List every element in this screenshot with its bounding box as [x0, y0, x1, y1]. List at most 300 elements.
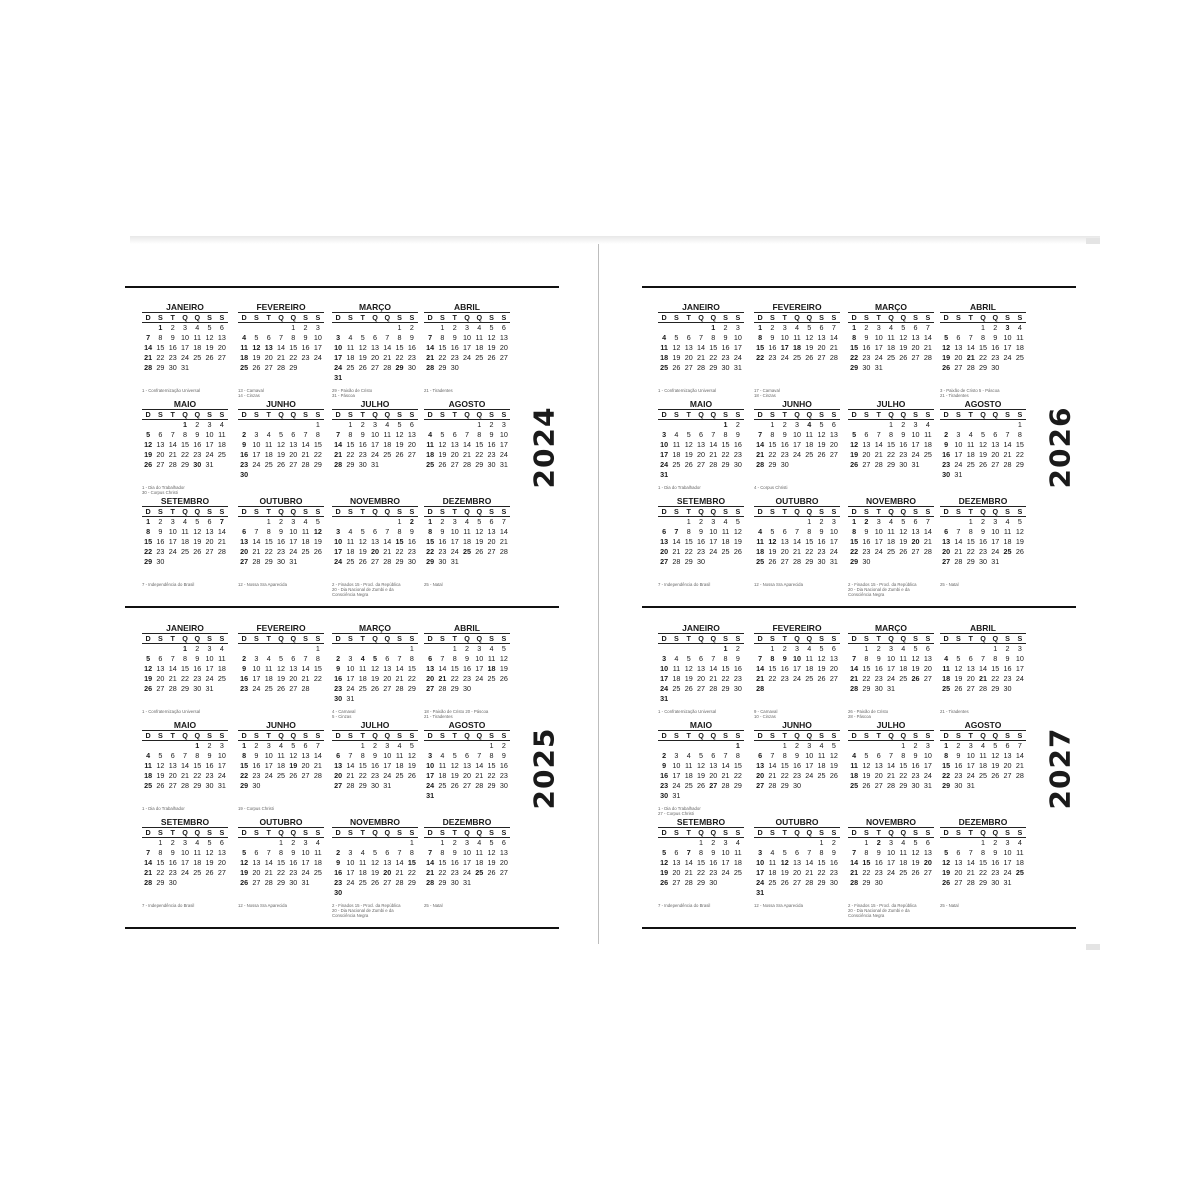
weekday-header: T	[683, 828, 695, 838]
day-cell: 6	[291, 430, 296, 439]
day-cell: 13	[862, 440, 871, 449]
day-cell: 9	[409, 333, 414, 342]
day-cell: 25	[487, 674, 496, 683]
day-cell: 16	[874, 664, 883, 673]
day-cell: 9	[819, 527, 824, 536]
day-cell: 14	[792, 537, 801, 546]
day-cell: 24	[1003, 353, 1012, 362]
day-cell	[1014, 781, 1026, 791]
weekday-header: D	[238, 507, 250, 517]
weekday-header: D	[142, 507, 154, 517]
day-cell: 8	[852, 333, 857, 342]
day-cell: 27	[426, 684, 435, 693]
day-cell: 29	[978, 878, 987, 887]
weekday-header: D	[658, 313, 670, 323]
day-cell: 20	[709, 771, 718, 780]
day-cell	[393, 694, 405, 704]
day-cell: 20	[954, 353, 963, 362]
day-cell: 12	[358, 343, 367, 352]
day-cell: 19	[899, 537, 908, 546]
holiday-note: 2 - Finados 15 - Procl. da República	[332, 582, 401, 587]
day-cell: 3	[315, 323, 320, 332]
day-cell	[299, 363, 311, 373]
day-cell: 11	[475, 848, 483, 857]
day-cell: 11	[193, 848, 201, 857]
day-cell	[940, 644, 952, 655]
day-cell: 10	[180, 333, 189, 342]
day-cell: 6	[913, 323, 918, 332]
day-cell	[449, 791, 461, 801]
day-cell: 31	[334, 373, 343, 382]
day-cell: 29	[276, 878, 285, 887]
day-cell: 3	[254, 654, 259, 663]
day-cell: 21	[768, 771, 777, 780]
weekday-header: S	[485, 731, 497, 741]
day-cell: 12	[862, 761, 871, 770]
month-9	[238, 496, 324, 587]
weekday-header: Q	[707, 313, 719, 323]
weekday-header: D	[142, 828, 154, 838]
weekday-header: Q	[885, 410, 897, 420]
day-cell: 20	[874, 771, 883, 780]
day-cell	[828, 888, 840, 898]
day-cell: 13	[289, 664, 298, 673]
day-cell: 22	[966, 547, 975, 556]
day-cell	[344, 323, 356, 334]
day-cell: 7	[758, 654, 763, 663]
weekday-header: Q	[461, 828, 473, 838]
day-cell: 29	[264, 557, 273, 566]
weekday-header: Q	[989, 507, 1001, 517]
day-cell: 28	[756, 460, 765, 469]
weekday-header: Q	[461, 410, 473, 420]
day-cell	[449, 420, 461, 431]
day-cell: 4	[477, 323, 482, 332]
day-cell: 13	[792, 858, 801, 867]
day-cell: 5	[315, 517, 320, 526]
day-cell: 27	[911, 353, 920, 362]
day-cell: 22	[438, 868, 447, 877]
day-cell: 7	[428, 848, 433, 857]
day-cell: 9	[278, 527, 283, 536]
day-cell: 22	[978, 353, 987, 362]
day-cell	[670, 644, 682, 655]
day-cell: 31	[874, 363, 883, 372]
day-cell: 25	[899, 868, 908, 877]
day-cell: 19	[407, 761, 416, 770]
weekday-header: S	[952, 828, 964, 838]
day-cell: 5	[993, 741, 998, 750]
day-cell	[683, 791, 695, 801]
day-cell: 28	[886, 781, 895, 790]
month-grid	[332, 633, 418, 704]
weekday-header: S	[216, 634, 228, 644]
weekday-header: S	[732, 507, 744, 517]
day-cell: 17	[301, 858, 310, 867]
day-cell: 10	[874, 333, 883, 342]
day-cell: 15	[805, 537, 814, 546]
day-cell: 16	[899, 440, 908, 449]
day-cell: 20	[264, 353, 273, 362]
month-7	[940, 399, 1026, 480]
day-cell: 8	[348, 430, 353, 439]
day-cell: 13	[370, 537, 379, 546]
day-cell: 30	[696, 557, 705, 566]
day-cell: 4	[770, 848, 775, 857]
day-cell: 21	[672, 547, 681, 556]
day-cell: 24	[780, 353, 789, 362]
day-cell: 28	[301, 684, 310, 693]
weekday-header: S	[436, 731, 448, 741]
weekday-header: Q	[791, 634, 803, 644]
day-cell: 6	[819, 323, 824, 332]
day-cell: 15	[1015, 440, 1024, 449]
day-cell: 26	[862, 781, 871, 790]
day-cell: 3	[336, 527, 341, 536]
day-cell: 4	[1017, 323, 1022, 332]
day-cell: 24	[499, 450, 508, 459]
day-cell: 26	[407, 771, 416, 780]
day-cell: 15	[721, 440, 730, 449]
day-cell: 30	[874, 684, 883, 693]
weekday-header: S	[393, 634, 405, 644]
day-cell	[989, 470, 1001, 480]
day-cell: 6	[254, 848, 259, 857]
day-cell: 8	[146, 527, 151, 536]
weekday-header: Q	[179, 507, 191, 517]
day-cell: 18	[805, 440, 814, 449]
day-cell: 10	[217, 751, 226, 760]
day-cell: 5	[686, 430, 691, 439]
day-cell: 7	[182, 751, 187, 760]
day-cell: 4	[385, 420, 390, 429]
day-cell: 12	[144, 440, 153, 449]
day-cell: 4	[195, 323, 200, 332]
weekday-header: T	[449, 313, 461, 323]
holiday-note: 3 - Paixão de Cristo 5 - Páscoa	[940, 388, 1000, 393]
day-cell: 29	[850, 363, 859, 372]
day-cell: 30	[168, 363, 177, 372]
day-cell: 9	[452, 333, 457, 342]
day-cell: 10	[966, 751, 975, 760]
day-cell: 19	[817, 664, 826, 673]
day-cell: 3	[794, 644, 799, 653]
day-cell: 15	[862, 858, 871, 867]
day-cell: 13	[942, 537, 951, 546]
day-cell: 25	[805, 450, 814, 459]
month-name: ABRIL	[970, 302, 996, 312]
weekday-header: Q	[695, 634, 707, 644]
day-cell: 6	[925, 838, 930, 847]
day-cell	[719, 470, 731, 480]
month-grid	[940, 409, 1026, 480]
day-cell: 5	[674, 333, 679, 342]
weekday-header: Q	[179, 634, 191, 644]
day-cell: 17	[874, 537, 883, 546]
day-cell: 4	[477, 838, 482, 847]
day-cell: 15	[862, 664, 871, 673]
weekday-header: T	[357, 313, 369, 323]
holiday-note: 18 - Paixão de Cristo 20 - Páscoa	[424, 709, 489, 714]
month-4	[142, 720, 228, 811]
day-cell: 17	[346, 674, 355, 683]
day-cell: 15	[426, 537, 435, 546]
day-cell: 1	[770, 420, 775, 429]
day-cell: 28	[301, 460, 310, 469]
day-cell: 1	[158, 323, 163, 332]
day-cell: 24	[923, 771, 932, 780]
weekday-header: Q	[275, 507, 287, 517]
weekday-header: S	[485, 410, 497, 420]
day-cell: 25	[383, 450, 392, 459]
day-cell: 19	[487, 858, 496, 867]
day-cell: 14	[301, 440, 310, 449]
day-cell	[977, 420, 989, 431]
day-cell: 15	[438, 343, 447, 352]
day-cell	[952, 644, 964, 655]
weekday-header: D	[940, 731, 952, 741]
day-cell: 8	[409, 654, 414, 663]
day-cell: 18	[217, 664, 226, 673]
day-cell: 25	[217, 674, 226, 683]
weekday-header: S	[732, 410, 744, 420]
day-cell: 6	[913, 517, 918, 526]
day-cell	[381, 373, 393, 383]
day-cell: 23	[334, 684, 343, 693]
day-cell: 3	[711, 517, 716, 526]
day-cell: 22	[487, 771, 496, 780]
day-cell: 20	[168, 771, 177, 780]
day-cell: 22	[395, 353, 404, 362]
day-cell: 30	[252, 781, 261, 790]
month-grid	[848, 409, 934, 470]
day-cell: 7	[852, 848, 857, 857]
day-cell	[238, 420, 250, 431]
day-cell: 2	[735, 420, 740, 429]
weekday-header: S	[922, 313, 934, 323]
day-cell: 16	[792, 761, 801, 770]
weekday-header: S	[815, 313, 827, 323]
day-cell: 16	[301, 343, 310, 352]
day-cell: 24	[954, 460, 963, 469]
day-cell: 7	[876, 430, 881, 439]
day-cell	[369, 373, 381, 383]
day-cell	[393, 373, 405, 383]
day-cell: 27	[407, 450, 416, 459]
day-cell: 12	[817, 430, 826, 439]
day-cell: 17	[252, 674, 261, 683]
day-cell	[779, 888, 791, 898]
day-cell: 17	[733, 343, 742, 352]
day-cell: 16	[709, 858, 718, 867]
day-cell: 17	[499, 440, 508, 449]
weekday-header: S	[203, 313, 215, 323]
day-cell	[393, 888, 405, 898]
day-cell: 18	[672, 450, 681, 459]
day-cell: 18	[886, 343, 895, 352]
day-cell: 7	[956, 527, 961, 536]
weekday-header: D	[848, 828, 860, 838]
day-cell: 10	[426, 761, 435, 770]
month-1	[238, 302, 324, 398]
day-cell: 18	[899, 664, 908, 673]
day-cell: 23	[240, 460, 249, 469]
day-cell: 23	[991, 353, 1000, 362]
day-cell: 25	[395, 771, 404, 780]
day-cell: 17	[874, 343, 883, 352]
day-cell: 12	[991, 751, 1000, 760]
day-cell: 18	[1015, 343, 1024, 352]
day-cell: 11	[756, 537, 764, 546]
day-cell: 26	[942, 363, 951, 372]
day-cell: 29	[313, 460, 322, 469]
month-name: FEVEREIRO	[772, 623, 822, 633]
weekday-header: T	[873, 828, 885, 838]
day-cell: 21	[252, 547, 261, 556]
weekday-header: Q	[885, 507, 897, 517]
day-cell: 3	[207, 420, 212, 429]
day-cell: 8	[782, 751, 787, 760]
day-cell: 8	[489, 751, 494, 760]
day-cell	[695, 644, 707, 655]
day-cell	[449, 741, 461, 752]
day-cell: 27	[792, 878, 801, 887]
day-cell: 17	[370, 440, 379, 449]
day-cell: 24	[733, 353, 742, 362]
day-cell: 1	[291, 323, 296, 332]
weekday-header: T	[683, 507, 695, 517]
day-cell: 12	[911, 654, 920, 663]
day-cell: 8	[686, 527, 691, 536]
weekday-header: T	[357, 410, 369, 420]
day-cell: 23	[240, 684, 249, 693]
weekday-header: Q	[989, 828, 1001, 838]
day-cell: 9	[876, 848, 881, 857]
weekday-header: Q	[179, 313, 191, 323]
day-cell: 5	[158, 751, 163, 760]
day-cell: 7	[170, 654, 175, 663]
month-name: MARÇO	[358, 302, 392, 312]
weekday-header: S	[909, 828, 921, 838]
day-cell: 1	[901, 741, 906, 750]
day-cell: 30	[240, 470, 249, 479]
day-cell: 21	[850, 868, 859, 877]
day-cell: 12	[942, 343, 951, 352]
day-cell	[1014, 470, 1026, 480]
day-cell: 27	[874, 781, 883, 790]
day-cell: 20	[407, 440, 416, 449]
month-name: JULHO	[360, 720, 390, 730]
day-cell: 28	[696, 363, 705, 372]
day-cell: 25	[733, 868, 742, 877]
day-cell: 6	[158, 430, 163, 439]
weekday-header: S	[498, 731, 510, 741]
day-cell: 14	[276, 343, 285, 352]
day-cell: 1	[864, 838, 869, 847]
day-cell: 26	[672, 363, 681, 372]
day-cell: 7	[315, 741, 320, 750]
day-cell	[828, 684, 840, 694]
day-cell: 28	[426, 363, 435, 372]
day-cell: 3	[1005, 323, 1010, 332]
day-cell: 14	[438, 664, 447, 673]
day-cell: 29	[886, 460, 895, 469]
day-cell: 14	[672, 537, 681, 546]
weekday-header: S	[406, 731, 418, 741]
month-grid	[142, 409, 228, 470]
month-10	[848, 496, 934, 597]
day-cell: 27	[289, 684, 298, 693]
day-cell: 21	[217, 537, 226, 546]
day-cell: 7	[1017, 741, 1022, 750]
month-name: SETEMBRO	[160, 496, 210, 506]
day-cell	[263, 838, 275, 849]
month-3	[424, 623, 510, 719]
day-cell: 8	[409, 848, 414, 857]
day-cell	[897, 363, 909, 373]
day-cell	[766, 741, 778, 752]
day-cell: 17	[426, 771, 435, 780]
weekday-header: D	[658, 634, 670, 644]
weekday-header: Q	[191, 410, 203, 420]
day-cell: 24	[829, 547, 838, 556]
day-cell: 26	[768, 557, 777, 566]
month-3	[940, 302, 1026, 398]
weekday-header: D	[940, 828, 952, 838]
holiday-note: 19 - Corpus Christi	[238, 806, 274, 811]
weekday-header: S	[498, 507, 510, 517]
day-cell: 5	[291, 741, 296, 750]
day-cell: 24	[334, 363, 343, 372]
weekday-header: S	[766, 507, 778, 517]
day-cell: 30	[407, 363, 416, 372]
day-cell	[670, 741, 682, 752]
day-cell: 13	[672, 858, 681, 867]
day-cell: 6	[782, 527, 787, 536]
weekday-header: Q	[369, 507, 381, 517]
month-grid	[238, 633, 324, 694]
day-cell	[238, 517, 250, 528]
day-cell: 16	[1003, 664, 1012, 673]
day-cell: 12	[395, 430, 404, 439]
day-cell: 22	[942, 771, 951, 780]
day-cell: 9	[735, 430, 740, 439]
day-cell: 28	[1015, 771, 1024, 780]
month-9	[238, 817, 324, 908]
day-cell: 23	[168, 353, 177, 362]
day-cell: 7	[501, 517, 506, 526]
day-cell: 23	[874, 868, 883, 877]
day-cell: 21	[1003, 450, 1012, 459]
weekday-header: T	[873, 410, 885, 420]
day-cell: 21	[144, 353, 153, 362]
day-cell: 8	[182, 430, 187, 439]
day-cell: 24	[1003, 868, 1012, 877]
day-cell: 5	[819, 420, 824, 429]
day-cell	[897, 684, 909, 694]
day-cell: 26	[899, 353, 908, 362]
weekday-header: Q	[369, 634, 381, 644]
month-grid	[238, 730, 324, 791]
day-cell: 21	[850, 674, 859, 683]
day-cell	[683, 323, 695, 334]
day-cell	[167, 644, 179, 655]
day-cell: 16	[829, 858, 838, 867]
day-cell: 5	[477, 517, 482, 526]
day-cell	[381, 323, 393, 334]
day-cell	[381, 888, 393, 898]
day-cell: 9	[782, 430, 787, 439]
